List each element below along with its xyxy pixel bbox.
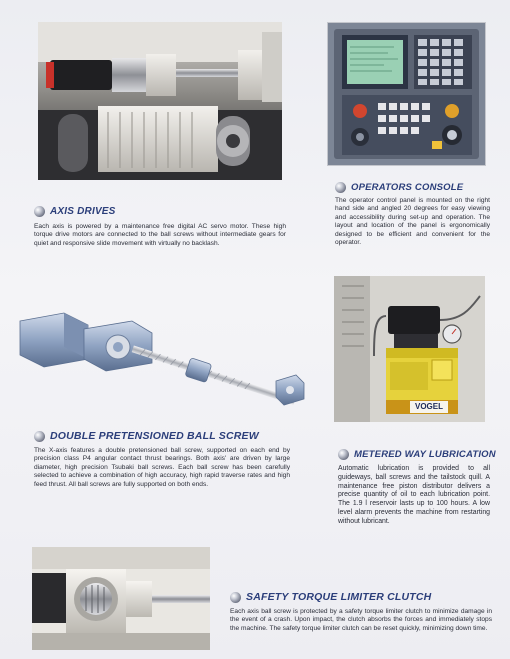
operators-console-heading [335,182,463,193]
axis-drives-text: Each axis is powered by a maintenance free digital AC servo motor. These high torque drive motors are connected to the ball screws without intermediate gears for quiet and responsive slide movement with virtually no backlash. [34,223,286,247]
bullet-icon [34,206,45,217]
ball-screw-text: The X-axis features a double pretensioned ball screw, supported on each end by precision class P4 angular contact thrust bearings. Both axis' are driven by large diameter, high precision Tsubaki ball screws. Each ball screw has been carefully selected to achieve a combination of high accuracy, high rapid traverse rates and high feed thrust. All ball screws are fully supported on both ends. [34,447,290,488]
lubricator-brand-label: VOGEL [414,402,443,411]
way-lubrication-text: Automatic lubrication is provided to all guideways, ball screws and the tailstock quill. A maintenance free piston distributor delivers a precise quantity of oil to each lubrication point. The 1.9 l reservoir lasts up to 100 hours. A low level alarm prevents the machine from restarting without lubricant. [338,465,490,525]
torque-clutch-title: SAFETY TORQUE LIMITER CLUTCH [246,591,432,603]
torque-clutch-photo [32,547,210,650]
bullet-icon [230,592,241,603]
operators-console-photo [327,22,486,166]
torque-clutch-text: Each axis ball screw is protected by a safety torque limiter clutch to minimize damage in the event of a crash. Upon impact, the clutch absorbs the forces and immediately stops the machine. The safety torque limiter clutch can be reset quickly, minimizing down time. [230,608,492,632]
way-lubrication-title: METERED WAY LUBRICATION [354,449,496,460]
bullet-icon [34,431,45,442]
operators-console-text: The operator control panel is mounted on the right hand side and angled 20 degrees for easy viewing and accessibility during set-up and operation. The layout and location of the panel is ergonomically designed to be efficient and convenient for the operator. [335,197,490,247]
way-lubrication-heading [338,449,496,460]
axis-drives-photo [38,22,282,180]
ball-screw-illustration [14,303,314,415]
way-lubrication-photo [334,276,485,422]
operators-console-title: OPERATORS CONSOLE [351,182,464,193]
ball-screw-title: DOUBLE PRETENSIONED BALL SCREW [50,430,259,442]
torque-clutch-heading [230,591,431,603]
ball-screw-heading [34,430,259,442]
bullet-icon [338,449,349,460]
axis-drives-heading [34,206,116,217]
axis-drives-title: AXIS DRIVES [50,206,116,217]
bullet-icon [335,182,346,193]
